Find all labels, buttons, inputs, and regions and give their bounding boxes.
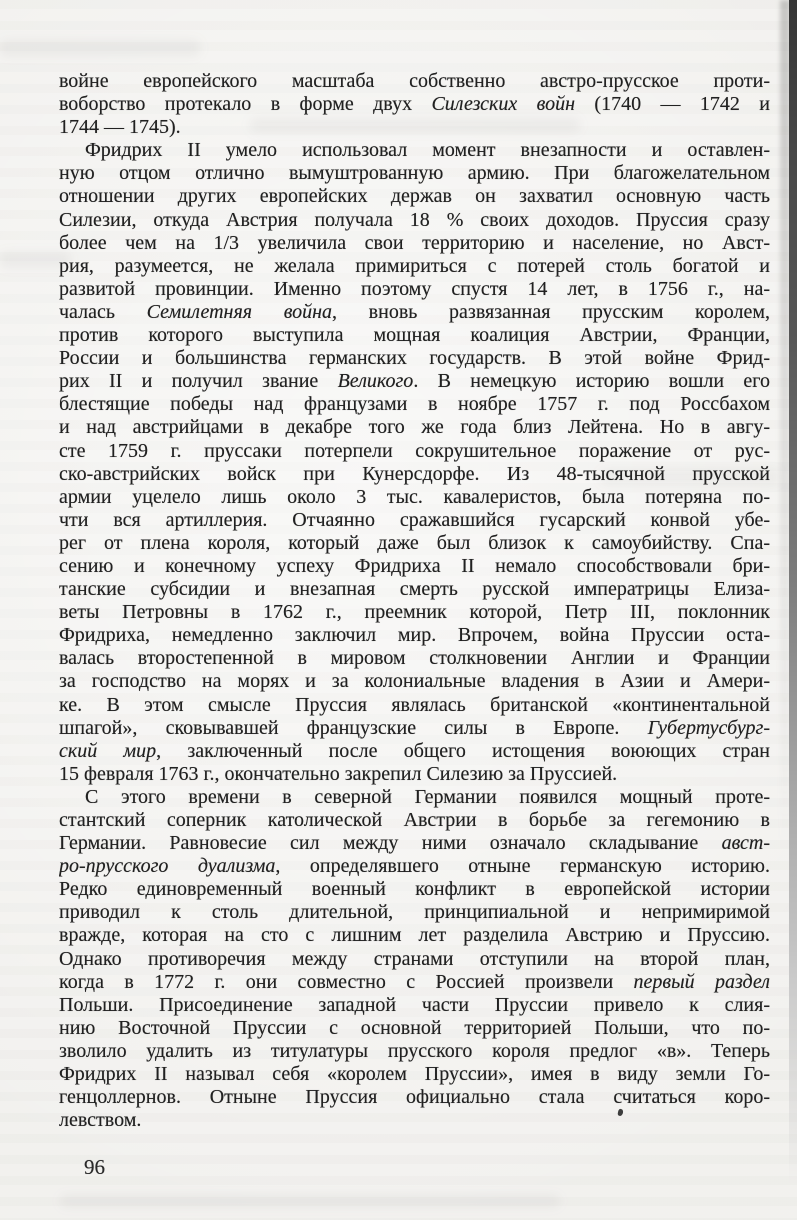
text-line: Однако противоречия между странами отступили на второй план, (59, 947, 770, 970)
text-line: рия, разумеется, не желала примириться с потерей столь богатой и (59, 254, 770, 277)
scan-smudge (0, 40, 200, 56)
text-line: воборство протекало в форме двух Силезских войн (1740 — 1742 и (59, 93, 770, 116)
text-line: рих II и получил звание Великого. В немецкую историю вошли его (59, 370, 770, 393)
text-line: блестящие победы над французами в ноябре 1757 г. под Россбахом (59, 393, 770, 416)
text-line: Фридрих II называл себя «королем Пруссии», имея в виду земли Го- (59, 1063, 770, 1086)
text-line: нию Восточной Пруссии с основной территорией Польши, что по- (59, 1016, 770, 1039)
page-number: 96 (84, 1155, 105, 1179)
text-line: С этого времени в северной Германии появился мощный проте- (85, 785, 770, 808)
text-line: России и большинства германских государств. В этой войне Фрид- (59, 347, 770, 370)
text-line: ке. В этом смысле Пруссия являлась британской «континентальной (59, 693, 770, 716)
text-line: Польши. Присоединение западной части Пруссии привело к слия- (59, 993, 770, 1016)
text-line: чалась Семилетняя война, вновь развязанная прусским королем, (59, 300, 770, 323)
text-line: 15 февраля 1763 г., окончательно закрепил Силезию за Пруссией. (59, 762, 618, 785)
text-line: Германии. Равновесие сил между ними означало складывание авст- (59, 832, 770, 855)
text-line: сте 1759 г. пруссаки потерпели сокрушительное поражение от рус- (59, 439, 770, 462)
text-line: сению и конечному успеху Фридриха II немало способствовали бри- (59, 554, 770, 577)
text-line: Редко единовременный военный конфликт в европейской истории (59, 878, 770, 901)
text-line: Силезии, откуда Австрия получала 18 % своих доходов. Пруссия сразу (59, 208, 770, 231)
scan-edge-shadow (789, 0, 797, 1220)
text-line: ско-австрийских войск при Кунерсдорфе. Из 48-тысячной прусской (59, 462, 770, 485)
text-line: развитой провинции. Именно поэтому спустя 14 лет, в 1756 г., на- (59, 277, 770, 300)
text-line: веты Петровны в 1762 г., преемник которой, Петр III, поклонник (59, 601, 770, 624)
text-line: вражде, которая на сто с лишним лет разделила Австрию и Пруссию. (59, 924, 770, 947)
text-line: стантский соперник католической Австрии в борьбе за гегемонию в (59, 809, 770, 831)
text-line: генцоллернов. Отныне Пруссия официально стала считаться коро- (59, 1086, 770, 1109)
text-line: валась второстепенной в мировом столкновении Англии и Франции (59, 647, 770, 670)
text-line: ский мир, заключенный после общего истощения воюющих стран (59, 739, 770, 762)
text-line: 1744 — 1745). (59, 116, 181, 139)
text-line: танские субсидии и внезапная смерть русской императрицы Елиза- (59, 578, 770, 601)
text-line: Фридриха, немедленно заключил мир. Впрочем, война Пруссии оста- (59, 624, 770, 647)
text-line: приводил к столь длительной, принципиальной и непримиримой (59, 901, 770, 924)
text-line: ро-прусского дуализма, определявшего отныне германскую историю. (59, 855, 770, 878)
text-line: более чем на 1/3 увеличила свои территорию и население, но Авст- (59, 231, 770, 254)
text-line: и над австрийцами в декабре того же года близ Лейтена. Но в авгу- (59, 416, 770, 439)
body-text (59, 70, 770, 1132)
text-line: левством. (59, 1109, 142, 1132)
text-line: зволило удалить из титулатуры прусского короля предлог «в». Теперь (59, 1039, 770, 1062)
text-line: шпагой», сковывавшей французские силы в Европе. Губертусбург- (59, 716, 770, 739)
text-line: армии уцелело лишь около 3 тыс. кавалеристов, была потеряна по- (59, 485, 770, 508)
text-line: Фридрих II умело использовал момент внезапности и оставлен- (85, 139, 770, 162)
text-line: за господство на морях и за колониальные владения в Азии и Амери- (59, 670, 770, 693)
text-line: против которого выступила мощная коалиция Австрии, Франции, (59, 324, 770, 347)
text-line: отношении других европейских держав он захватил основную часть (59, 185, 770, 208)
text-line: рег от плена короля, который даже был близок к самоубийству. Спа- (59, 531, 770, 554)
text-line: войне европейского масштаба собственно австро-прусское проти- (59, 70, 770, 92)
scan-smudge (60, 1195, 560, 1207)
text-line: чти вся артиллерия. Отчаянно сражавшийся гусарский конвой убе- (59, 508, 770, 531)
text-line: ную отцом отлично вымуштрованную армию. При благожелательном (59, 162, 770, 185)
text-line: когда в 1772 г. они совместно с Россией произвели первый раздел (59, 970, 770, 993)
